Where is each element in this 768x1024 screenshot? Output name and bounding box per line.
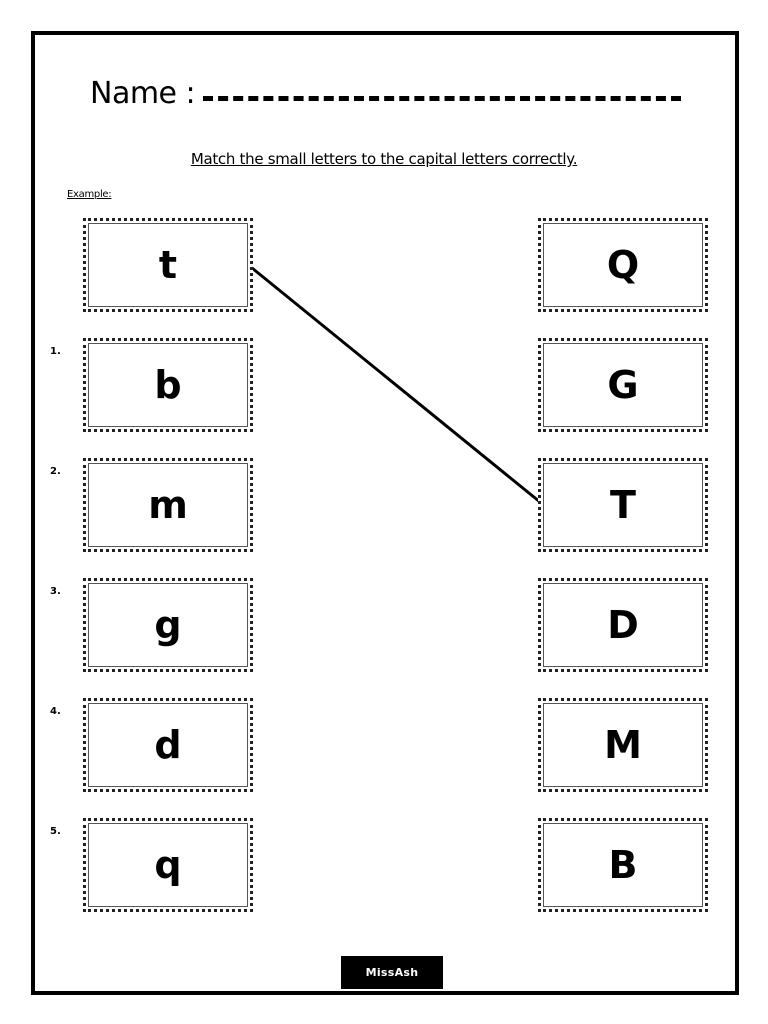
- name-answer-line[interactable]: [203, 96, 681, 101]
- capital-letter: D: [607, 603, 639, 647]
- capital-letter-card-4[interactable]: [538, 578, 708, 672]
- capital-letter: Q: [606, 243, 640, 287]
- small-letter: d: [154, 723, 182, 767]
- capital-letter-card-3[interactable]: [538, 458, 708, 552]
- small-letter-card-2[interactable]: [83, 458, 253, 552]
- small-letter: q: [154, 843, 182, 887]
- small-letter-card-1[interactable]: [83, 338, 253, 432]
- capital-letter: B: [608, 843, 638, 887]
- capital-letter-card-5[interactable]: [538, 698, 708, 792]
- capital-letter-card-1[interactable]: [538, 218, 708, 312]
- small-letter: b: [154, 363, 182, 407]
- capital-letter-card-2[interactable]: [538, 338, 708, 432]
- brand-badge: MissAsh: [341, 956, 443, 989]
- capital-letter: G: [607, 363, 639, 407]
- small-letter: m: [148, 483, 188, 527]
- capital-letter-card-6[interactable]: [538, 818, 708, 912]
- small-letter-card-3[interactable]: [83, 578, 253, 672]
- name-label: Name :: [90, 76, 196, 111]
- name-row: [90, 76, 681, 111]
- small-letter-card-4[interactable]: [83, 698, 253, 792]
- item-number: 2.: [50, 466, 61, 477]
- item-number: 1.: [50, 346, 61, 357]
- capital-letter: T: [610, 483, 636, 527]
- small-letter: g: [154, 603, 182, 647]
- small-letter-card-example[interactable]: [83, 218, 253, 312]
- instruction-text: Match the small letters to the capital letters correctly.: [190, 150, 578, 168]
- capital-letter: M: [604, 723, 642, 767]
- example-label: Example:: [67, 189, 112, 200]
- small-letter-card-5[interactable]: [83, 818, 253, 912]
- item-number: 4.: [50, 706, 61, 717]
- item-number: 5.: [50, 826, 61, 837]
- small-letter: t: [158, 243, 178, 287]
- item-number: 3.: [50, 586, 61, 597]
